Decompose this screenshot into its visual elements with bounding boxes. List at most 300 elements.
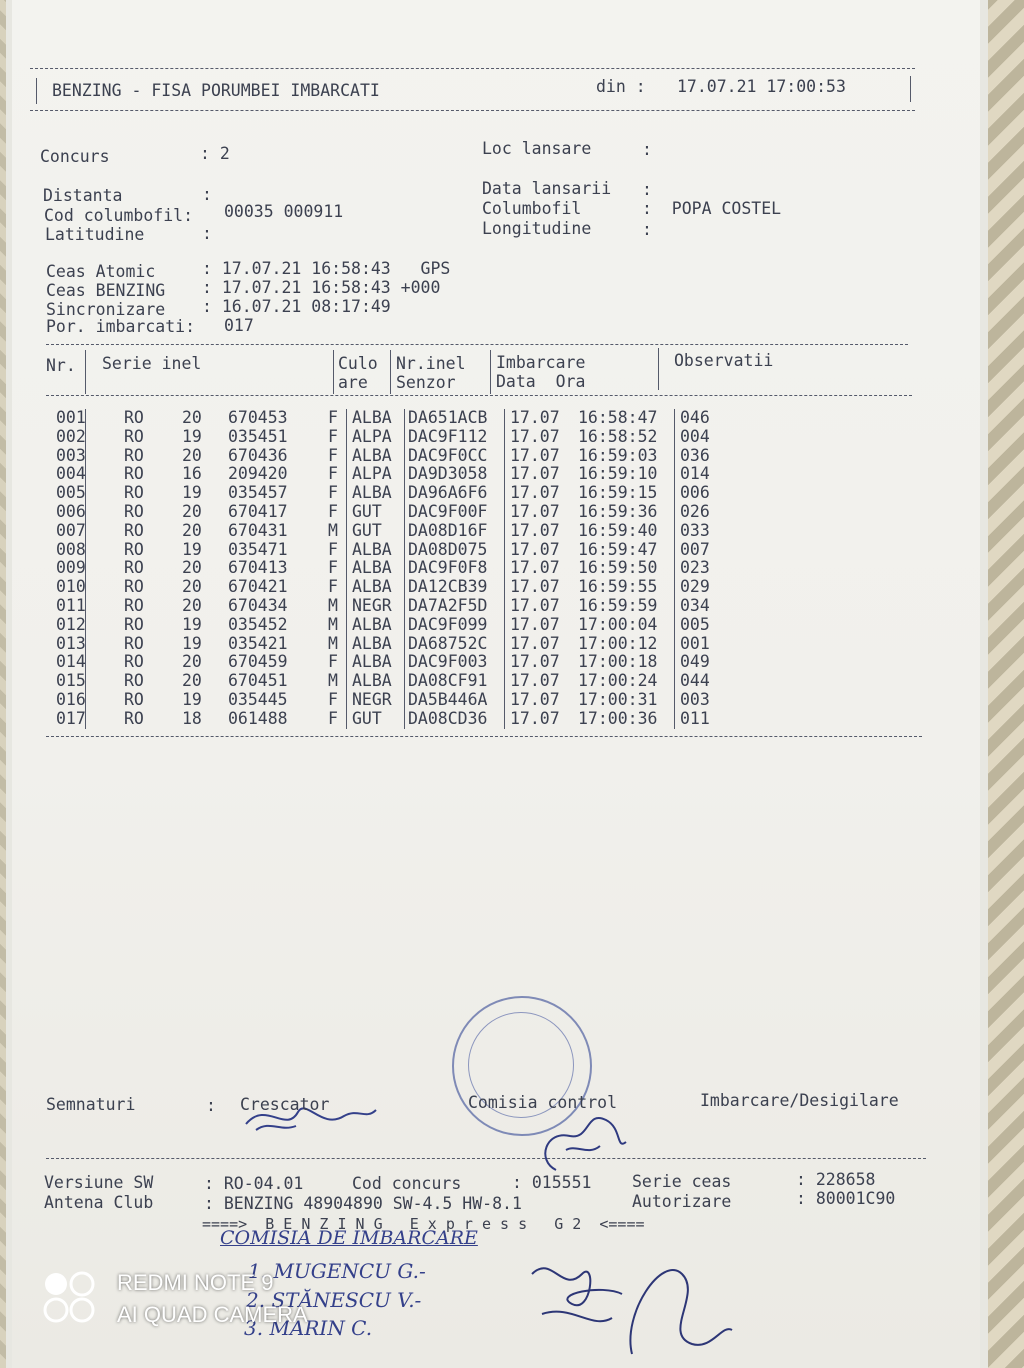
- row-ring-number: 035452: [228, 614, 288, 634]
- benzing-express-line: ====> B E N Z I N G E x p r e s s G 2 <====: [202, 1215, 645, 1233]
- column-divider: [674, 691, 675, 710]
- column-divider: [504, 522, 505, 541]
- row-sensor-id: DA08CD36: [408, 708, 488, 728]
- column-divider: [674, 409, 675, 428]
- row-year: 20: [182, 501, 202, 521]
- row-country: RO: [124, 483, 144, 503]
- column-divider: [404, 465, 405, 484]
- imbarcare-desigilare-label: Imbarcare/Desigilare: [700, 1091, 899, 1110]
- concurs-label: Concurs: [40, 147, 110, 166]
- data-lansarii-value: :: [642, 180, 652, 199]
- row-sensor-id: DA68752C: [408, 633, 488, 653]
- row-date: 17.07: [510, 633, 560, 653]
- row-sex: F: [328, 652, 338, 672]
- sincronizare-value: : 16.07.21 08:17:49: [202, 297, 391, 316]
- row-observation: 001: [680, 633, 710, 653]
- table-header-rule: [46, 395, 912, 396]
- row-year: 20: [182, 671, 202, 691]
- column-divider: [404, 447, 405, 466]
- row-country: RO: [124, 558, 144, 578]
- row-color: ALBA: [352, 408, 392, 427]
- row-year: 20: [182, 445, 202, 465]
- column-divider: [404, 559, 405, 578]
- row-time: 16:58:52: [578, 426, 658, 446]
- column-divider: [85, 653, 86, 672]
- row-observation: 029: [680, 577, 710, 597]
- watermark-model: REDMI NOTE 9: [117, 1270, 274, 1295]
- row-date: 17.07: [510, 671, 560, 691]
- row-date: 17.07: [510, 501, 560, 521]
- row-time: 16:59:03: [578, 445, 658, 465]
- column-divider: [674, 653, 675, 672]
- row-number: 011: [56, 595, 86, 615]
- row-time: 17:00:12: [578, 633, 658, 653]
- row-country: RO: [124, 671, 144, 691]
- row-sex: M: [328, 671, 338, 691]
- row-sensor-id: DAC9F00F: [408, 501, 488, 521]
- row-time: 16:59:10: [578, 464, 658, 484]
- row-year: 19: [182, 483, 202, 503]
- row-number: 013: [56, 633, 86, 653]
- header-nr-inel: Nr.inel: [396, 354, 466, 373]
- header-nr: Nr.: [46, 356, 76, 375]
- row-date: 17.07: [510, 408, 560, 427]
- row-year: 19: [182, 426, 202, 446]
- column-divider: [674, 503, 675, 522]
- column-divider: [504, 578, 505, 597]
- header-senzor: Senzor: [396, 373, 456, 392]
- row-observation: 036: [680, 445, 710, 465]
- row-number: 003: [56, 445, 86, 465]
- cod-columbofil-label: Cod columbofil:: [44, 206, 194, 225]
- column-divider: [85, 672, 86, 691]
- row-ring-number: 035471: [228, 539, 288, 559]
- column-divider: [346, 559, 347, 578]
- row-sensor-id: DA651ACB: [408, 408, 488, 427]
- column-divider: [404, 522, 405, 541]
- row-year: 20: [182, 408, 202, 427]
- header-data-ora: Data Ora: [496, 372, 586, 391]
- row-date: 17.07: [510, 558, 560, 578]
- row-sensor-id: DAC9F112: [408, 426, 488, 446]
- row-sex: F: [328, 445, 338, 465]
- column-divider: [85, 541, 86, 560]
- row-number: 005: [56, 483, 86, 503]
- header-left-border: [36, 78, 37, 104]
- row-time: 16:58:47: [578, 408, 658, 427]
- column-divider: [504, 465, 505, 484]
- row-sex: M: [328, 614, 338, 634]
- row-ring-number: 670436: [228, 445, 288, 465]
- row-year: 20: [182, 652, 202, 672]
- versiune-sw-label: Versiune SW: [44, 1173, 154, 1192]
- row-sex: M: [328, 633, 338, 653]
- header-observatii: Observatii: [674, 351, 774, 370]
- row-number: 008: [56, 539, 86, 559]
- header-serie-inel: Serie inel: [102, 354, 202, 373]
- row-time: 17:00:18: [578, 652, 658, 672]
- row-color: ALBA: [352, 577, 392, 597]
- row-ring-number: 209420: [228, 464, 288, 484]
- row-observation: 049: [680, 652, 710, 672]
- row-sex: F: [328, 577, 338, 597]
- row-country: RO: [124, 520, 144, 540]
- row-sex: M: [328, 520, 338, 540]
- column-divider: [404, 541, 405, 560]
- row-color: ALBA: [352, 539, 392, 559]
- row-color: ALBA: [352, 671, 392, 691]
- row-ring-number: 670451: [228, 671, 288, 691]
- latitudine-value: :: [202, 224, 212, 243]
- header-are: are: [338, 373, 368, 392]
- row-color: ALBA: [352, 652, 392, 672]
- column-divider: [504, 428, 505, 447]
- ceas-benzing-value: : 17.07.21 16:58:43 +000: [202, 278, 441, 297]
- column-divider: [504, 503, 505, 522]
- row-year: 19: [182, 689, 202, 709]
- column-divider: [504, 447, 505, 466]
- handwritten-member-3: 3. MARIN C.: [244, 1316, 373, 1340]
- row-color: ALBA: [352, 614, 392, 634]
- row-observation: 046: [680, 408, 710, 427]
- row-country: RO: [124, 652, 144, 672]
- row-ring-number: 670417: [228, 501, 288, 521]
- latitudine-label: Latitudine: [45, 225, 145, 244]
- row-country: RO: [124, 708, 144, 728]
- row-ring-number: 670434: [228, 595, 288, 615]
- header-imbarcare: Imbarcare: [496, 353, 586, 372]
- row-observation: 006: [680, 483, 710, 503]
- row-observation: 033: [680, 520, 710, 540]
- header-divider: [333, 350, 334, 394]
- column-divider: [504, 409, 505, 428]
- row-sex: F: [328, 426, 338, 446]
- row-date: 17.07: [510, 689, 560, 709]
- committee-signatures: [512, 1234, 742, 1364]
- row-color: ALBA: [352, 558, 392, 578]
- comisia-control-label: Comisia control: [468, 1093, 618, 1112]
- cod-concurs-value: : 015551: [512, 1173, 592, 1192]
- row-time: 17:00:36: [578, 708, 658, 728]
- row-observation: 044: [680, 671, 710, 691]
- row-number: 017: [56, 708, 86, 728]
- row-date: 17.07: [510, 595, 560, 615]
- row-observation: 026: [680, 501, 710, 521]
- row-date: 17.07: [510, 614, 560, 634]
- header-top-rule: [30, 68, 915, 69]
- column-divider: [504, 710, 505, 729]
- column-divider: [674, 635, 675, 654]
- row-sensor-id: DAC9F003: [408, 652, 488, 672]
- column-divider: [404, 578, 405, 597]
- column-divider: [85, 691, 86, 710]
- column-divider: [346, 465, 347, 484]
- row-time: 16:59:50: [578, 558, 658, 578]
- row-number: 010: [56, 577, 86, 597]
- comisia-signature: [526, 1100, 636, 1180]
- row-sex: F: [328, 408, 338, 427]
- data-lansarii-label: Data lansarii: [482, 179, 612, 198]
- column-divider: [346, 653, 347, 672]
- handwritten-comisia-title: COMISIA DE IMBARCARE: [220, 1227, 478, 1249]
- distanta-value: :: [202, 185, 212, 204]
- row-time: 16:59:40: [578, 520, 658, 540]
- columbofil-value: : POPA COSTEL: [642, 199, 782, 218]
- column-divider: [346, 522, 347, 541]
- column-divider: [404, 710, 405, 729]
- column-divider: [504, 653, 505, 672]
- row-color: NEGR: [352, 689, 392, 709]
- antena-club-value: : BENZING 48904890 SW-4.5 HW-8.1: [204, 1194, 522, 1213]
- column-divider: [346, 616, 347, 635]
- autorizare-label: Autorizare: [632, 1192, 732, 1211]
- row-ring-number: 670459: [228, 652, 288, 672]
- header-divider: [490, 350, 491, 394]
- row-ring-number: 670421: [228, 577, 288, 597]
- column-divider: [404, 503, 405, 522]
- row-sensor-id: DAC9F0CC: [408, 445, 488, 465]
- date-label: din :: [596, 77, 646, 96]
- semnaturi-colon: :: [206, 1096, 216, 1115]
- serie-ceas-label: Serie ceas: [632, 1172, 732, 1191]
- date-value: 17.07.21 17:00:53: [677, 77, 846, 96]
- por-imbarcati-value: 017: [224, 316, 254, 335]
- header-divider: [85, 350, 86, 394]
- versiune-sw-value: : RO-04.01: [204, 1174, 304, 1193]
- row-number: 014: [56, 652, 86, 672]
- column-divider: [674, 541, 675, 560]
- row-ring-number: 035451: [228, 426, 288, 446]
- column-divider: [674, 672, 675, 691]
- row-color: GUT: [352, 501, 382, 521]
- row-country: RO: [124, 633, 144, 653]
- row-date: 17.07: [510, 464, 560, 484]
- row-sensor-id: DA9D3058: [408, 464, 488, 484]
- column-divider: [504, 635, 505, 654]
- row-date: 17.07: [510, 539, 560, 559]
- row-year: 20: [182, 595, 202, 615]
- row-observation: 003: [680, 689, 710, 709]
- table-bottom-rule: [46, 736, 922, 737]
- row-color: GUT: [352, 520, 382, 540]
- column-divider: [85, 503, 86, 522]
- row-ring-number: 670431: [228, 520, 288, 540]
- column-divider: [404, 484, 405, 503]
- row-country: RO: [124, 539, 144, 559]
- row-year: 19: [182, 539, 202, 559]
- column-divider: [346, 691, 347, 710]
- column-divider: [504, 672, 505, 691]
- autorizare-value: : 80001C90: [796, 1189, 896, 1208]
- row-year: 16: [182, 464, 202, 484]
- column-divider: [346, 447, 347, 466]
- row-color: ALBA: [352, 633, 392, 653]
- row-observation: 034: [680, 595, 710, 615]
- row-year: 20: [182, 520, 202, 540]
- cod-concurs-label: Cod concurs: [352, 1174, 462, 1193]
- header-culo: Culo: [338, 354, 378, 373]
- column-divider: [674, 597, 675, 616]
- row-ring-number: 035457: [228, 483, 288, 503]
- row-observation: 005: [680, 614, 710, 634]
- row-country: RO: [124, 501, 144, 521]
- column-divider: [404, 653, 405, 672]
- row-country: RO: [124, 614, 144, 634]
- row-observation: 007: [680, 539, 710, 559]
- row-date: 17.07: [510, 445, 560, 465]
- row-time: 17:00:04: [578, 614, 658, 634]
- header-right-border: [910, 76, 911, 102]
- column-divider: [346, 503, 347, 522]
- column-divider: [85, 635, 86, 654]
- row-date: 17.07: [510, 577, 560, 597]
- column-divider: [504, 616, 505, 635]
- column-divider: [85, 559, 86, 578]
- row-sensor-id: DA08CF91: [408, 671, 488, 691]
- row-color: ALBA: [352, 445, 392, 465]
- row-sensor-id: DA08D075: [408, 539, 488, 559]
- column-divider: [346, 672, 347, 691]
- row-time: 16:59:47: [578, 539, 658, 559]
- column-divider: [346, 710, 347, 729]
- column-divider: [674, 522, 675, 541]
- column-divider: [404, 616, 405, 635]
- column-divider: [674, 465, 675, 484]
- row-country: RO: [124, 595, 144, 615]
- cod-columbofil-value: 00035 000911: [224, 202, 344, 221]
- ceas-atomic-label: Ceas Atomic: [46, 262, 156, 281]
- row-color: GUT: [352, 708, 382, 728]
- footer-rule: [46, 1158, 926, 1159]
- column-divider: [346, 428, 347, 447]
- row-number: 002: [56, 426, 86, 446]
- row-sex: M: [328, 595, 338, 615]
- row-country: RO: [124, 426, 144, 446]
- row-time: 16:59:55: [578, 577, 658, 597]
- row-year: 20: [182, 558, 202, 578]
- column-divider: [674, 616, 675, 635]
- row-time: 16:59:36: [578, 501, 658, 521]
- watermark-camera: AI QUAD CAMERA: [117, 1302, 308, 1327]
- column-divider: [85, 597, 86, 616]
- handwritten-member-1: 1. MUGENCU G.-: [248, 1259, 426, 1283]
- column-divider: [85, 465, 86, 484]
- row-ring-number: 035421: [228, 633, 288, 653]
- column-divider: [674, 428, 675, 447]
- row-observation: 014: [680, 464, 710, 484]
- column-divider: [674, 559, 675, 578]
- column-divider: [404, 691, 405, 710]
- distanta-label: Distanta: [43, 186, 123, 205]
- longitudine-label: Longitudine: [482, 219, 592, 238]
- header-divider: [390, 350, 391, 394]
- column-divider: [85, 428, 86, 447]
- sincronizare-label: Sincronizare: [46, 300, 166, 319]
- row-year: 19: [182, 614, 202, 634]
- row-date: 17.07: [510, 652, 560, 672]
- columbofil-label: Columbofil: [482, 199, 582, 218]
- column-divider: [85, 484, 86, 503]
- row-color: ALPA: [352, 464, 392, 484]
- por-imbarcati-label: Por. imbarcati:: [46, 317, 196, 336]
- row-number: 001: [56, 408, 86, 427]
- longitudine-value: :: [642, 220, 652, 239]
- row-ring-number: 061488: [228, 708, 288, 728]
- row-time: 17:00:31: [578, 689, 658, 709]
- row-number: 006: [56, 501, 86, 521]
- document-sheet: [12, 0, 980, 1368]
- column-divider: [674, 447, 675, 466]
- row-country: RO: [124, 445, 144, 465]
- semnaturi-label: Semnaturi: [46, 1095, 136, 1114]
- column-divider: [504, 484, 505, 503]
- ceas-atomic-value: : 17.07.21 16:58:43 GPS: [202, 259, 451, 278]
- column-divider: [85, 578, 86, 597]
- row-date: 17.07: [510, 483, 560, 503]
- column-divider: [504, 597, 505, 616]
- crescator-label: Crescator: [240, 1095, 330, 1114]
- row-color: ALPA: [352, 426, 392, 446]
- column-divider: [504, 691, 505, 710]
- row-date: 17.07: [510, 520, 560, 540]
- row-year: 18: [182, 708, 202, 728]
- row-sex: F: [328, 708, 338, 728]
- row-sensor-id: DA7A2F5D: [408, 595, 488, 615]
- row-time: 17:00:24: [578, 671, 658, 691]
- row-year: 20: [182, 577, 202, 597]
- column-divider: [346, 484, 347, 503]
- column-divider: [404, 672, 405, 691]
- row-sex: F: [328, 539, 338, 559]
- row-sex: F: [328, 501, 338, 521]
- column-divider: [404, 635, 405, 654]
- row-year: 19: [182, 633, 202, 653]
- row-observation: 011: [680, 708, 710, 728]
- row-color: NEGR: [352, 595, 392, 615]
- row-ring-number: 670413: [228, 558, 288, 578]
- serie-ceas-value: : 228658: [796, 1170, 876, 1189]
- table-top-rule: [46, 344, 908, 345]
- row-sex: F: [328, 483, 338, 503]
- row-country: RO: [124, 464, 144, 484]
- loc-lansare-label: Loc lansare: [482, 139, 592, 158]
- header-bottom-rule: [30, 110, 915, 111]
- row-color: ALBA: [352, 483, 392, 503]
- row-number: 004: [56, 464, 86, 484]
- row-observation: 004: [680, 426, 710, 446]
- row-observation: 023: [680, 558, 710, 578]
- column-divider: [85, 616, 86, 635]
- column-divider: [346, 409, 347, 428]
- column-divider: [85, 447, 86, 466]
- column-divider: [674, 484, 675, 503]
- column-divider: [85, 409, 86, 428]
- handwritten-member-2: 2. STĂNESCU V.-: [246, 1288, 422, 1312]
- column-divider: [346, 541, 347, 560]
- row-sensor-id: DAC9F0F8: [408, 558, 488, 578]
- column-divider: [674, 710, 675, 729]
- row-number: 007: [56, 520, 86, 540]
- row-sensor-id: DA96A6F6: [408, 483, 488, 503]
- camera-logo-icon: [42, 1270, 98, 1326]
- column-divider: [85, 710, 86, 729]
- column-divider: [674, 578, 675, 597]
- row-sensor-id: DA12CB39: [408, 577, 488, 597]
- row-country: RO: [124, 408, 144, 427]
- row-time: 16:59:59: [578, 595, 658, 615]
- row-sensor-id: DA5B446A: [408, 689, 488, 709]
- column-divider: [504, 541, 505, 560]
